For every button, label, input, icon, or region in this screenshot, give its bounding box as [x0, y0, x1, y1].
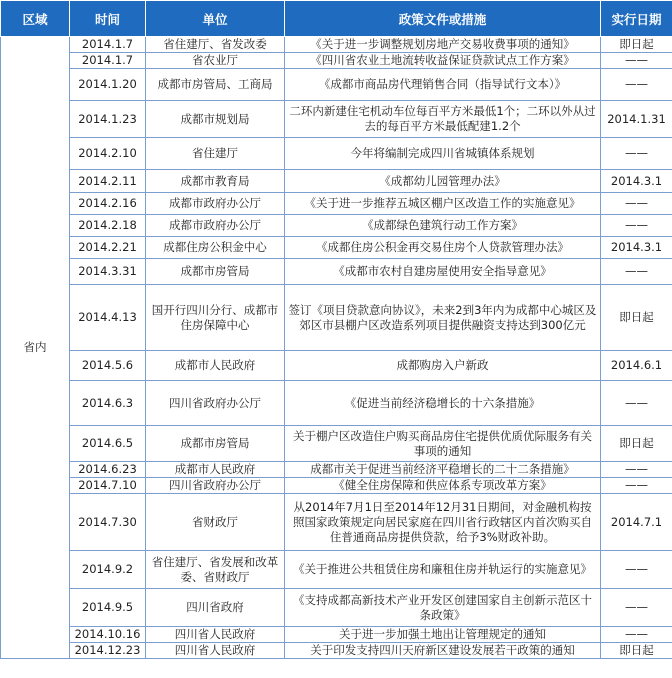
- policy-cell: 成都购房入户新政: [285, 351, 601, 381]
- unit-cell: 省住建厅、省发展和改革委、省财政厅: [146, 551, 285, 589]
- date-cell: ——: [601, 478, 672, 494]
- date-cell: 2014.7.1: [601, 494, 672, 551]
- unit-cell: 四川省政府办公厅: [146, 381, 285, 426]
- header-region: 区域: [1, 1, 70, 37]
- unit-cell: 成都住房公积金中心: [146, 237, 285, 259]
- unit-cell: 成都市教育局: [146, 170, 285, 193]
- time-cell: 2014.12.23: [70, 643, 146, 659]
- unit-cell: 成都市规划局: [146, 101, 285, 138]
- table-row: [1, 551, 672, 589]
- date-cell: ——: [601, 589, 672, 627]
- table-row: [1, 381, 672, 426]
- unit-cell: 成都市房管局、工商局: [146, 69, 285, 101]
- time-cell: 2014.1.23: [70, 101, 146, 138]
- table-row: [1, 643, 672, 659]
- date-cell: 即日起: [601, 426, 672, 462]
- time-cell: 2014.10.16: [70, 627, 146, 643]
- unit-cell: 成都市房管局: [146, 259, 285, 285]
- policy-cell: 《关于进一步调整规划房地产交易收费事项的通知》: [285, 37, 601, 53]
- table-row: [1, 237, 672, 259]
- table-row: [1, 462, 672, 478]
- table-row: [1, 193, 672, 215]
- table-row: [1, 69, 672, 101]
- time-cell: 2014.5.6: [70, 351, 146, 381]
- date-cell: 2014.1.31: [601, 101, 672, 138]
- header-policy: 政策文件或措施: [285, 1, 601, 37]
- table-row: [1, 589, 672, 627]
- unit-cell: 成都市政府办公厅: [146, 193, 285, 215]
- policy-cell: 《成都幼儿园管理办法》: [285, 170, 601, 193]
- policy-cell: 签订《项目贷款意向协议》，未来2到3年内为成都中心城区及郊区市县棚户区改造系列项目提供融资支持达到300亿元: [285, 285, 601, 351]
- table-row: [1, 101, 672, 138]
- table-row: [1, 494, 672, 551]
- date-cell: 即日起: [601, 643, 672, 659]
- date-cell: ——: [601, 69, 672, 101]
- policy-cell: 《四川省农业土地流转收益保证贷款试点工作方案》: [285, 53, 601, 69]
- date-cell: ——: [601, 462, 672, 478]
- time-cell: 2014.2.21: [70, 237, 146, 259]
- date-cell: 即日起: [601, 37, 672, 53]
- policy-cell: 关于棚户区改造住户购买商品房住宅提供优质优际服务有关事项的通知: [285, 426, 601, 462]
- table-row: [1, 138, 672, 170]
- date-cell: ——: [601, 259, 672, 285]
- policy-cell: 成都市关于促进当前经济平稳增长的二十二条措施》: [285, 462, 601, 478]
- policy-cell: 二环内新建住宅机动车位每百平方米最低1个；二环以外从过去的每百平方米最低配建1.2个: [285, 101, 601, 138]
- time-cell: 2014.3.31: [70, 259, 146, 285]
- region-cell: 省内: [1, 37, 70, 659]
- header-row: [1, 1, 672, 37]
- date-cell: 即日起: [601, 285, 672, 351]
- date-cell: 2014.3.1: [601, 170, 672, 193]
- unit-cell: 省农业厅: [146, 53, 285, 69]
- policy-cell: 从2014年7月1日至2014年12月31日期间，对金融机构按照国家政策规定向居民家庭在四川省行政辖区内首次购买自住普通商品房提供贷款，给予3%财政补助。: [285, 494, 601, 551]
- time-cell: 2014.2.11: [70, 170, 146, 193]
- date-cell: ——: [601, 551, 672, 589]
- table-row: [1, 426, 672, 462]
- policy-cell: 《成都市商品房代理销售合同（指导试行文本）》: [285, 69, 601, 101]
- unit-cell: 四川省政府办公厅: [146, 478, 285, 494]
- date-cell: 2014.6.1: [601, 351, 672, 381]
- unit-cell: 成都市房管局: [146, 426, 285, 462]
- date-cell: 2014.3.1: [601, 237, 672, 259]
- policy-cell: 关于进一步加强土地出让管理规定的通知: [285, 627, 601, 643]
- table-row: [1, 351, 672, 381]
- policy-cell: 今年将编制完成四川省城镇体系规划: [285, 138, 601, 170]
- table-row: [1, 478, 672, 494]
- policy-cell: 《关于推进公共租赁住房和廉租住房并轨运行的实施意见》: [285, 551, 601, 589]
- unit-cell: 省住建厅、省发改委: [146, 37, 285, 53]
- time-cell: 2014.7.30: [70, 494, 146, 551]
- unit-cell: 四川省政府: [146, 589, 285, 627]
- unit-cell: 省财政厅: [146, 494, 285, 551]
- policy-cell: 《促进当前经济稳增长的十六条措施》: [285, 381, 601, 426]
- time-cell: 2014.6.23: [70, 462, 146, 478]
- time-cell: 2014.2.18: [70, 215, 146, 237]
- table-row: [1, 170, 672, 193]
- policy-cell: 《成都住房公积金再交易住房个人贷款管理办法》: [285, 237, 601, 259]
- table-row: [1, 627, 672, 643]
- policy-cell: 《关于进一步推荐五城区棚户区改造工作的实施意见》: [285, 193, 601, 215]
- policy-cell: 《成都市农村自建房屋使用安全指导意见》: [285, 259, 601, 285]
- time-cell: 2014.6.3: [70, 381, 146, 426]
- table-row: [1, 53, 672, 69]
- header-date: 实行日期: [601, 1, 672, 37]
- table-row: [1, 259, 672, 285]
- time-cell: 2014.1.20: [70, 69, 146, 101]
- unit-cell: 成都市人民政府: [146, 351, 285, 381]
- unit-cell: 成都市政府办公厅: [146, 215, 285, 237]
- time-cell: 2014.2.16: [70, 193, 146, 215]
- unit-cell: 四川省人民政府: [146, 627, 285, 643]
- time-cell: 2014.4.13: [70, 285, 146, 351]
- unit-cell: 国开行四川分行、成都市住房保障中心: [146, 285, 285, 351]
- time-cell: 2014.1.7: [70, 37, 146, 53]
- date-cell: ——: [601, 53, 672, 69]
- time-cell: 2014.7.10: [70, 478, 146, 494]
- time-cell: 2014.6.5: [70, 426, 146, 462]
- time-cell: 2014.9.5: [70, 589, 146, 627]
- table-row: [1, 215, 672, 237]
- table-row: [1, 37, 672, 53]
- date-cell: ——: [601, 627, 672, 643]
- unit-cell: 成都市人民政府: [146, 462, 285, 478]
- time-cell: 2014.1.7: [70, 53, 146, 69]
- date-cell: ——: [601, 381, 672, 426]
- header-unit: 单位: [146, 1, 285, 37]
- time-cell: 2014.2.10: [70, 138, 146, 170]
- time-cell: 2014.9.2: [70, 551, 146, 589]
- policy-cell: 《成都绿色建筑行动工作方案》: [285, 215, 601, 237]
- table-row: [1, 285, 672, 351]
- date-cell: ——: [601, 193, 672, 215]
- header-time: 时间: [70, 1, 146, 37]
- unit-cell: 四川省人民政府: [146, 643, 285, 659]
- policy-cell: 《支持成都高新技术产业开发区创建国家自主创新示范区十条政策》: [285, 589, 601, 627]
- unit-cell: 省住建厅: [146, 138, 285, 170]
- policy-cell: 关于印发支持四川天府新区建设发展若干政策的通知: [285, 643, 601, 659]
- policy-cell: 《健全住房保障和供应体系专项改革方案》: [285, 478, 601, 494]
- date-cell: ——: [601, 138, 672, 170]
- date-cell: ——: [601, 215, 672, 237]
